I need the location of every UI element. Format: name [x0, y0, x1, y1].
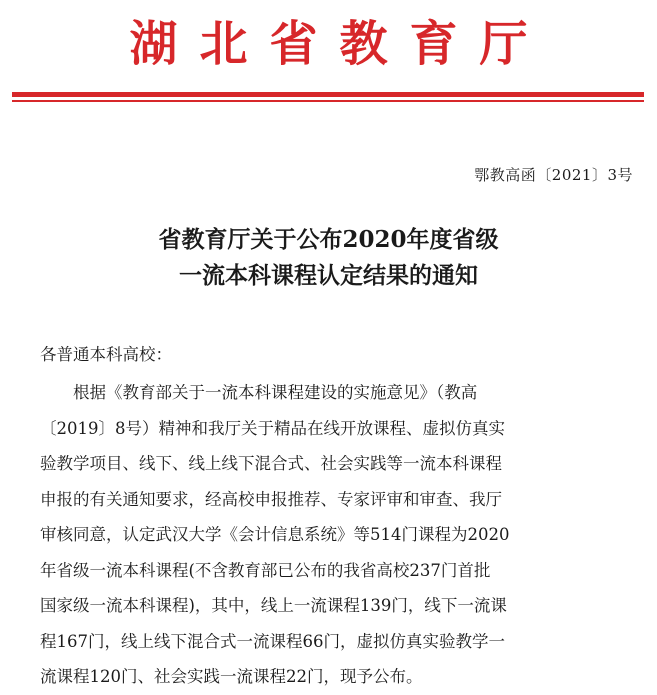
agency-header-title: 湖北省教育厅 [129, 16, 550, 72]
body-line: 流课程120门、社会实践一流课程22门，现予公布。 [40, 667, 423, 686]
body-line: 程167门，线上线下混合式一流课程66门，虚拟仿真实验教学一 [40, 631, 505, 651]
body-line: 申报的有关通知要求，经高校申报推荐、专家评审和审查、我厅 [40, 489, 502, 509]
body-line: 根据《教育部关于一流本科课程建设的实施意见》（教高 [73, 383, 478, 402]
document-title [0, 222, 657, 294]
header-divider-thick [12, 92, 644, 97]
header-divider-thin [12, 100, 644, 102]
body-line: 年省级一流本科课程(不含教育部已公布的我省高校237门首批 [40, 560, 491, 580]
document-title-line-2: 一流本科课程认定结果的通知 [179, 262, 478, 289]
document-title-line-1: 省教育厅关于公布2020年度省级 [158, 226, 499, 253]
document-number: 鄂教高函〔2021〕3号 [474, 166, 633, 184]
body-line: 〔2019〕8号）精神和我厅关于精品在线开放课程、虚拟仿真实 [40, 418, 505, 438]
body-line: 国家级一流本科课程)，其中，线上一流课程139门，线下一流课 [40, 596, 507, 615]
body-line: 验教学项目、线下、线上线下混合式、社会实践等一流本科课程 [40, 454, 502, 473]
body-line: 审核同意，认定武汉大学《会计信息系统》等514门课程为2020 [40, 525, 510, 544]
body-paragraph [40, 375, 630, 695]
salutation: 各普通本科高校： [40, 345, 172, 364]
